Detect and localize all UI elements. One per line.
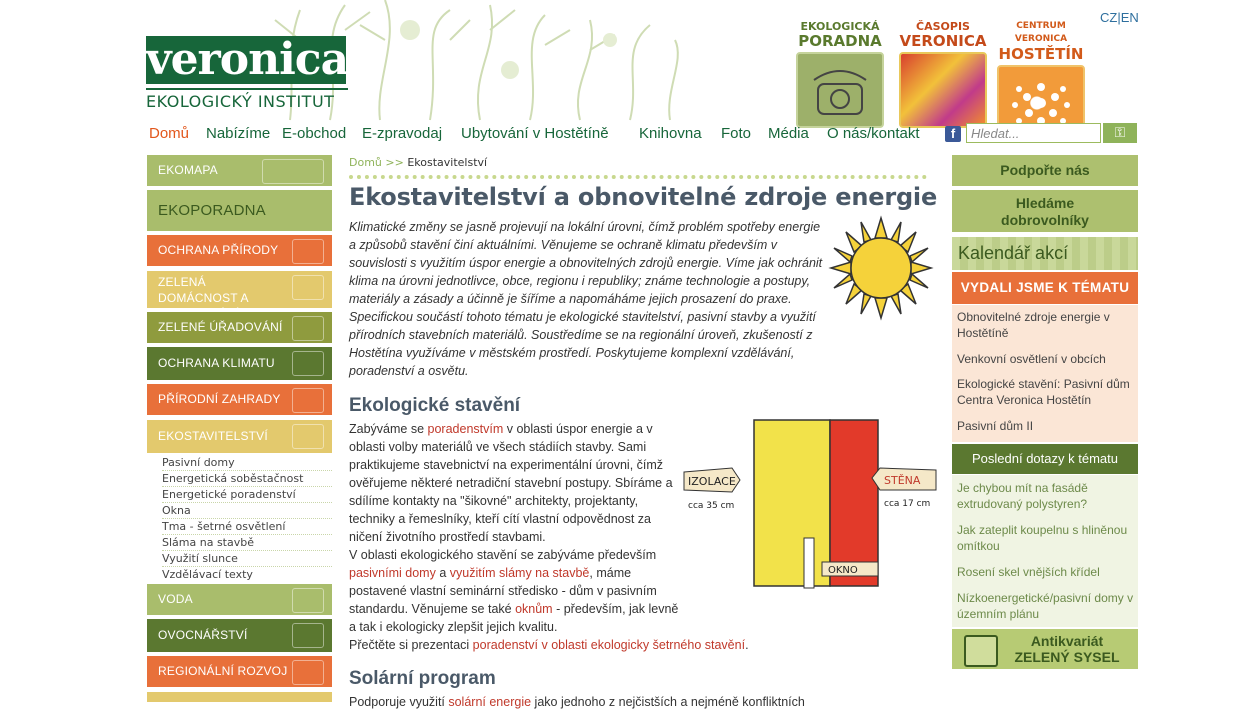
- sidebar-item-label: EKOPORADNA: [158, 202, 266, 219]
- antikvariat-title: Antikvariát: [1030, 633, 1104, 649]
- sidebar-item-label: PŘÍRODNÍ ZAHRADY: [158, 392, 281, 406]
- sidebar-item-zelene-uradovani[interactable]: [147, 312, 332, 343]
- intro-paragraph: Klimatické změny se jasně projevují na lokální úrovni, čímž problém spotřeby energie a způsobů stavění činí aktuálními. Věnujeme se ochraně klimatu především v souvislosti s využitím úspor energie a obnovitelných zdrojů energie. Víme jak ochránit klima na úrovni jednotlivce, obce, regionu i republiky; známe technologie a postupy, materiály a zásady a účinně je šíříme a napomáháme jejich prosazení do praxe. Specifickou součástí tohoto tématu je ekologické stavitelství, pasivní stavby a využití přírodních stavebních materiálů. Soustředíme se na regionální úroveň, zkušeností z Hostětína využíváme v městském prostředí. Poskytujeme komplexní vzdělávání, poradenství a osvětu.: [349, 220, 823, 378]
- text-run: .: [745, 638, 749, 652]
- facebook-icon[interactable]: f: [945, 126, 961, 142]
- nav-o-nas-kontakt[interactable]: O nás/kontakt: [827, 125, 920, 142]
- published-heading: VYDALI JSME K TÉMATU: [952, 272, 1138, 304]
- hedgehog-icon: [292, 239, 324, 264]
- sidebar-item-ekostavitelstvi[interactable]: [147, 420, 332, 453]
- solar-paragraph: [349, 693, 805, 711]
- promo-line2: VERONICA: [899, 32, 987, 50]
- language-switch: [1100, 10, 1139, 26]
- text-run: Zabýváme se: [349, 422, 428, 436]
- search-button[interactable]: [1103, 123, 1137, 143]
- sun-icon: [292, 351, 324, 376]
- flowers-icon: [292, 388, 324, 413]
- link-poradenstvim[interactable]: poradenstvím: [427, 422, 504, 436]
- text-run: V oblasti ekologického stavění se zabýváme především: [349, 548, 657, 562]
- pencil-icon: [292, 316, 324, 341]
- nav-e-obchod[interactable]: E-obchod: [282, 125, 347, 142]
- question-item[interactable]: Je chybou mít na fasádě extrudovaný polystyren?: [957, 481, 1088, 511]
- subnav-vzdelavaci-texty[interactable]: Vzdělávací texty: [162, 568, 253, 581]
- label-okno: OKNO: [828, 565, 858, 576]
- sidebar-item-label: EKOMAPA: [158, 163, 218, 177]
- promo-line2: PORADNA: [798, 32, 882, 50]
- promo-line1: CENTRUM VERONICA: [1014, 21, 1068, 44]
- sidebar-item-label: ZELENÉ ÚŘADOVÁNÍ: [158, 320, 283, 334]
- sidebar-item-label: OVOCNÁŘSTVÍ: [158, 628, 248, 642]
- nav-knihovna[interactable]: Knihovna: [639, 125, 702, 142]
- dotted-divider: [349, 175, 927, 179]
- key-icon: ⚿: [1114, 125, 1126, 141]
- nav-ubytovani[interactable]: Ubytování v Hostětíně: [461, 125, 609, 142]
- breadcrumb: [349, 156, 487, 170]
- promo-line2: HOSTĚTÍN: [998, 45, 1084, 63]
- sidebar-item-voda[interactable]: [147, 584, 332, 615]
- signpost-icon: [262, 159, 324, 184]
- telephone-icon: [796, 52, 884, 128]
- label-izolace-size: cca 35 cm: [688, 501, 735, 511]
- link-oknum[interactable]: oknům: [515, 602, 553, 616]
- text-run: jako jednoho z nejčistších a nejméně konfliktních: [531, 695, 805, 709]
- logo[interactable]: [146, 36, 348, 110]
- sidebar-item-regionalni-rozvoj[interactable]: [147, 656, 332, 687]
- promo-casopis-veronica[interactable]: [897, 20, 989, 128]
- nav-e-zpravodaj[interactable]: E-zpravodaj: [362, 125, 443, 142]
- sidebar-item-label: OCHRANA KLIMATU: [158, 356, 275, 370]
- lang-separator: |: [1117, 10, 1121, 25]
- question-item[interactable]: Rosení skel vnějších křídel: [957, 565, 1100, 579]
- published-item[interactable]: Obnovitelné zdroje energie v Hostětíně: [957, 310, 1110, 340]
- sidebar-item-ekomapa[interactable]: [147, 155, 332, 186]
- cart-icon: [292, 275, 324, 300]
- breadcrumb-current: Ekostavitelství: [407, 156, 488, 169]
- village-icon: [292, 660, 324, 685]
- subnav-slama-na-stavbe[interactable]: Sláma na stavbě: [162, 536, 254, 549]
- lang-cz-link[interactable]: CZ: [1100, 10, 1118, 25]
- section-heading-ekologicke-staveni: Ekologické stavění: [349, 395, 521, 416]
- sidebar-item-label: REGIONÁLNÍ ROZVOJ: [158, 664, 288, 678]
- support-us-button[interactable]: Podpořte nás: [952, 155, 1138, 186]
- promo-ekologicka-poradna[interactable]: [794, 20, 886, 128]
- text-run: Podporuje využití: [349, 695, 449, 709]
- question-item[interactable]: Nízkoenergetické/pasivní domy v územním plánu: [957, 591, 1134, 621]
- search-input[interactable]: [966, 123, 1101, 143]
- sidebar-item-label: VODA: [158, 592, 193, 606]
- published-item[interactable]: Ekologické stavění: Pasivní dům Centra Veronica Hostětín: [957, 377, 1130, 407]
- lang-en-link[interactable]: EN: [1120, 10, 1139, 25]
- sidebar-item-prirodni-zahrady[interactable]: [147, 384, 332, 415]
- sidebar-item-ekoporadna[interactable]: [147, 190, 332, 231]
- house-icon: [292, 424, 324, 449]
- sidebar-item-ochrana-klimatu[interactable]: [147, 347, 332, 380]
- sun-illustration: [826, 218, 936, 318]
- antikvariat-banner[interactable]: [952, 629, 1138, 669]
- label-izolace: IZOLACE: [688, 475, 736, 488]
- text-run: , máme postavené vlastní seminární středisko - dům v pasivním standardu. Věnujeme se také: [349, 566, 657, 616]
- label-stena: STĚNA: [884, 474, 921, 487]
- nav-nabizime[interactable]: Nabízíme: [206, 125, 271, 142]
- link-prezentace[interactable]: poradenství v oblasti ekologicky šetrného stavění: [472, 638, 746, 652]
- subnav-tma-setrne-osvetleni[interactable]: Tma - šetrné osvětlení: [162, 520, 286, 533]
- book-box-icon: [964, 635, 998, 667]
- text-run: v oblasti úspor energie a v oblasti volby materiálů ve všech stádiích stavby. Sami praktikujeme stavebnictví na experimentální úrovni, čímž ověřujeme některé netradiční stavební postupy. Sbíráme a sdílíme kontakty na "šikovné" architekty, projektanty, techniky a řemeslníky, kteří cítí vlastní odpovědnost za ničení životního prostředí stavbami.: [349, 422, 673, 544]
- subnav-energeticka-sobestacnost[interactable]: Energetická soběstačnost: [162, 472, 304, 485]
- antikvariat-name: ZELENÝ SYSEL: [1014, 649, 1120, 665]
- calendar-button[interactable]: Kalendář akcí: [952, 237, 1138, 270]
- nav-domu[interactable]: Domů: [149, 125, 190, 142]
- tree-icon: [292, 623, 324, 648]
- label-stena-size: cca 17 cm: [884, 499, 931, 509]
- sidebar-item-zelena-domacnost[interactable]: [147, 271, 332, 308]
- sidebar-item-next[interactable]: [147, 692, 332, 702]
- promo-line1: EKOLOGICKÁ: [800, 20, 880, 33]
- promo-line1: ČASOPIS: [916, 20, 970, 33]
- page-title: Ekostavitelství a obnovitelné zdroje energie: [349, 183, 938, 211]
- wall-insulation-illustration: [684, 418, 936, 608]
- breadcrumb-separator: >>: [385, 156, 404, 169]
- magazine-icon: [899, 52, 987, 128]
- published-item[interactable]: Venkovní osvětlení v obcích: [957, 352, 1106, 366]
- section-heading-solarni-program: Solární program: [349, 668, 496, 689]
- sidebar-item-ochrana-prirody[interactable]: [147, 235, 332, 266]
- subnav-energeticke-poradenstvi[interactable]: Energetické poradenství: [162, 488, 296, 501]
- sidebar-item-ovocnarstvi[interactable]: [147, 619, 332, 652]
- link-solarni-energie[interactable]: solární energie: [448, 695, 532, 709]
- sidebar-item-label: OCHRANA PŘÍRODY: [158, 243, 279, 257]
- link-vyuzitim-slamy[interactable]: využitím slámy na stavbě: [449, 566, 590, 580]
- faucet-icon: [292, 588, 324, 613]
- nav-media[interactable]: Média: [768, 125, 809, 142]
- sidebar-item-label: EKOSTAVITELSTVÍ: [158, 429, 268, 443]
- volunteers-button[interactable]: Hledáme dobrovolníky: [952, 190, 1138, 232]
- text-run: - především, jak levně a tak i ekologicky zlepšit jejich kvalitu.: [349, 602, 679, 634]
- question-item[interactable]: Jak zateplit koupelnu s hliněnou omítkou: [957, 523, 1128, 553]
- subnav-okna[interactable]: Okna: [162, 504, 191, 517]
- subnav-pasivni-domy[interactable]: Pasivní domy: [162, 456, 235, 469]
- text-run: Přečtěte si prezentaci: [349, 638, 473, 652]
- link-pasivnimi-domy[interactable]: pasivními domy: [349, 566, 436, 580]
- published-item[interactable]: Pasivní dům II: [957, 419, 1034, 433]
- text-run: a: [435, 566, 450, 580]
- logo-wordmark: veronica: [146, 34, 349, 85]
- section-body: [349, 420, 684, 636]
- breadcrumb-home[interactable]: Domů: [349, 156, 382, 169]
- nav-foto[interactable]: Foto: [721, 125, 752, 142]
- sidebar-item-label: ZELENÁ DOMÁCNOST A: [158, 275, 248, 305]
- logo-subtitle: EKOLOGICKÝ INSTITUT: [146, 88, 348, 112]
- presentation-line: [349, 636, 749, 654]
- subnav-vyuziti-slunce[interactable]: Využití slunce: [162, 552, 238, 565]
- questions-heading: Poslední dotazy k tématu: [952, 444, 1138, 474]
